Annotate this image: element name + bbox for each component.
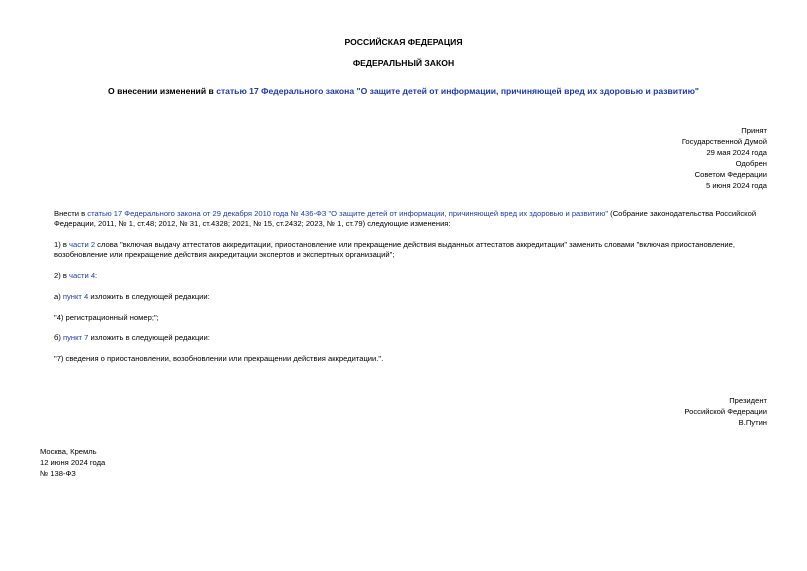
date-line: 12 июня 2024 года: [40, 458, 106, 467]
adoption-line: 5 июня 2024 года: [705, 181, 767, 190]
law-title-prefix: О внесении изменений в: [108, 86, 217, 96]
item-1-paragraph: [54, 240, 769, 260]
intro-link[interactable]: статью 17 Федерального закона от 29 декабря 2010 года № 436-ФЗ "О защите детей от информации, причиняющей вред их здоровью и развитию": [87, 209, 609, 218]
item-b-suffix: изложить в следующей редакции:: [88, 333, 210, 342]
intro-paragraph: [54, 209, 769, 229]
item-2-paragraph: [54, 271, 769, 281]
item-a-link[interactable]: пункт 4: [62, 292, 89, 301]
adoption-line: Государственной Думой: [681, 137, 767, 146]
item-b-link[interactable]: пункт 7: [63, 333, 89, 342]
signature-line: Президент: [729, 396, 767, 405]
item-2-suffix: :: [95, 271, 98, 280]
item-a-paragraph: [54, 292, 769, 302]
signature-line: В.Путин: [738, 418, 767, 427]
place-line: Москва, Кремль: [40, 447, 97, 456]
law-title-link[interactable]: статью 17 Федерального закона "О защите детей от информации, причиняющей вред их здоровью и развитию": [216, 86, 699, 96]
item-b-paragraph: [54, 333, 769, 343]
item-a-text: "4) регистрационный номер;";: [54, 313, 159, 322]
signature-block: [467, 396, 767, 429]
item-1-prefix: 1) в: [54, 240, 70, 249]
law-title: [0, 86, 807, 96]
intro-prefix: Внести в: [54, 209, 88, 218]
adoption-line: 29 мая 2024 года: [706, 148, 767, 157]
item-a-suffix: изложить в следующей редакции:: [88, 292, 210, 301]
item-1-suffix: слова "включая выдачу аттестатов аккредитации, приостановление или прекращение действия выданных аттестатов аккредитации" заменить словами "включая приостановление, возобновление или прекращение действия аккредитации экспертов и экспертных организаций";: [54, 240, 735, 259]
adoption-block: [467, 126, 767, 192]
adoption-line: Одобрен: [735, 159, 767, 168]
signature-line: Российской Федерации: [684, 407, 767, 416]
item-b-prefix: б): [54, 333, 63, 342]
intro-suffix: (Собрание законодательства Российской Федерации, 2011, № 1, ст.48; 2012, № 31, ст.4328; 2021, № 15, ст.2432; 2023, № 1, ст.79) следующие изменения:: [54, 209, 757, 228]
item-a-prefix: а): [54, 292, 63, 301]
item-1-link[interactable]: части 2: [69, 240, 96, 249]
item-2-link[interactable]: части 4: [69, 271, 96, 280]
law-number: № 138-ФЗ: [40, 469, 76, 478]
place-date-block: [40, 447, 340, 480]
document-type-heading: ФЕДЕРАЛЬНЫЙ ЗАКОН: [352, 58, 455, 68]
adoption-line: Принят: [741, 126, 767, 135]
adoption-line: Советом Федерации: [694, 170, 767, 179]
item-2-prefix: 2) в: [54, 271, 70, 280]
country-heading: РОССИЙСКАЯ ФЕДЕРАЦИЯ: [344, 37, 463, 47]
item-b-text: "7) сведения о приостановлении, возобновлении или прекращении действия аккредитации.".: [54, 354, 384, 363]
